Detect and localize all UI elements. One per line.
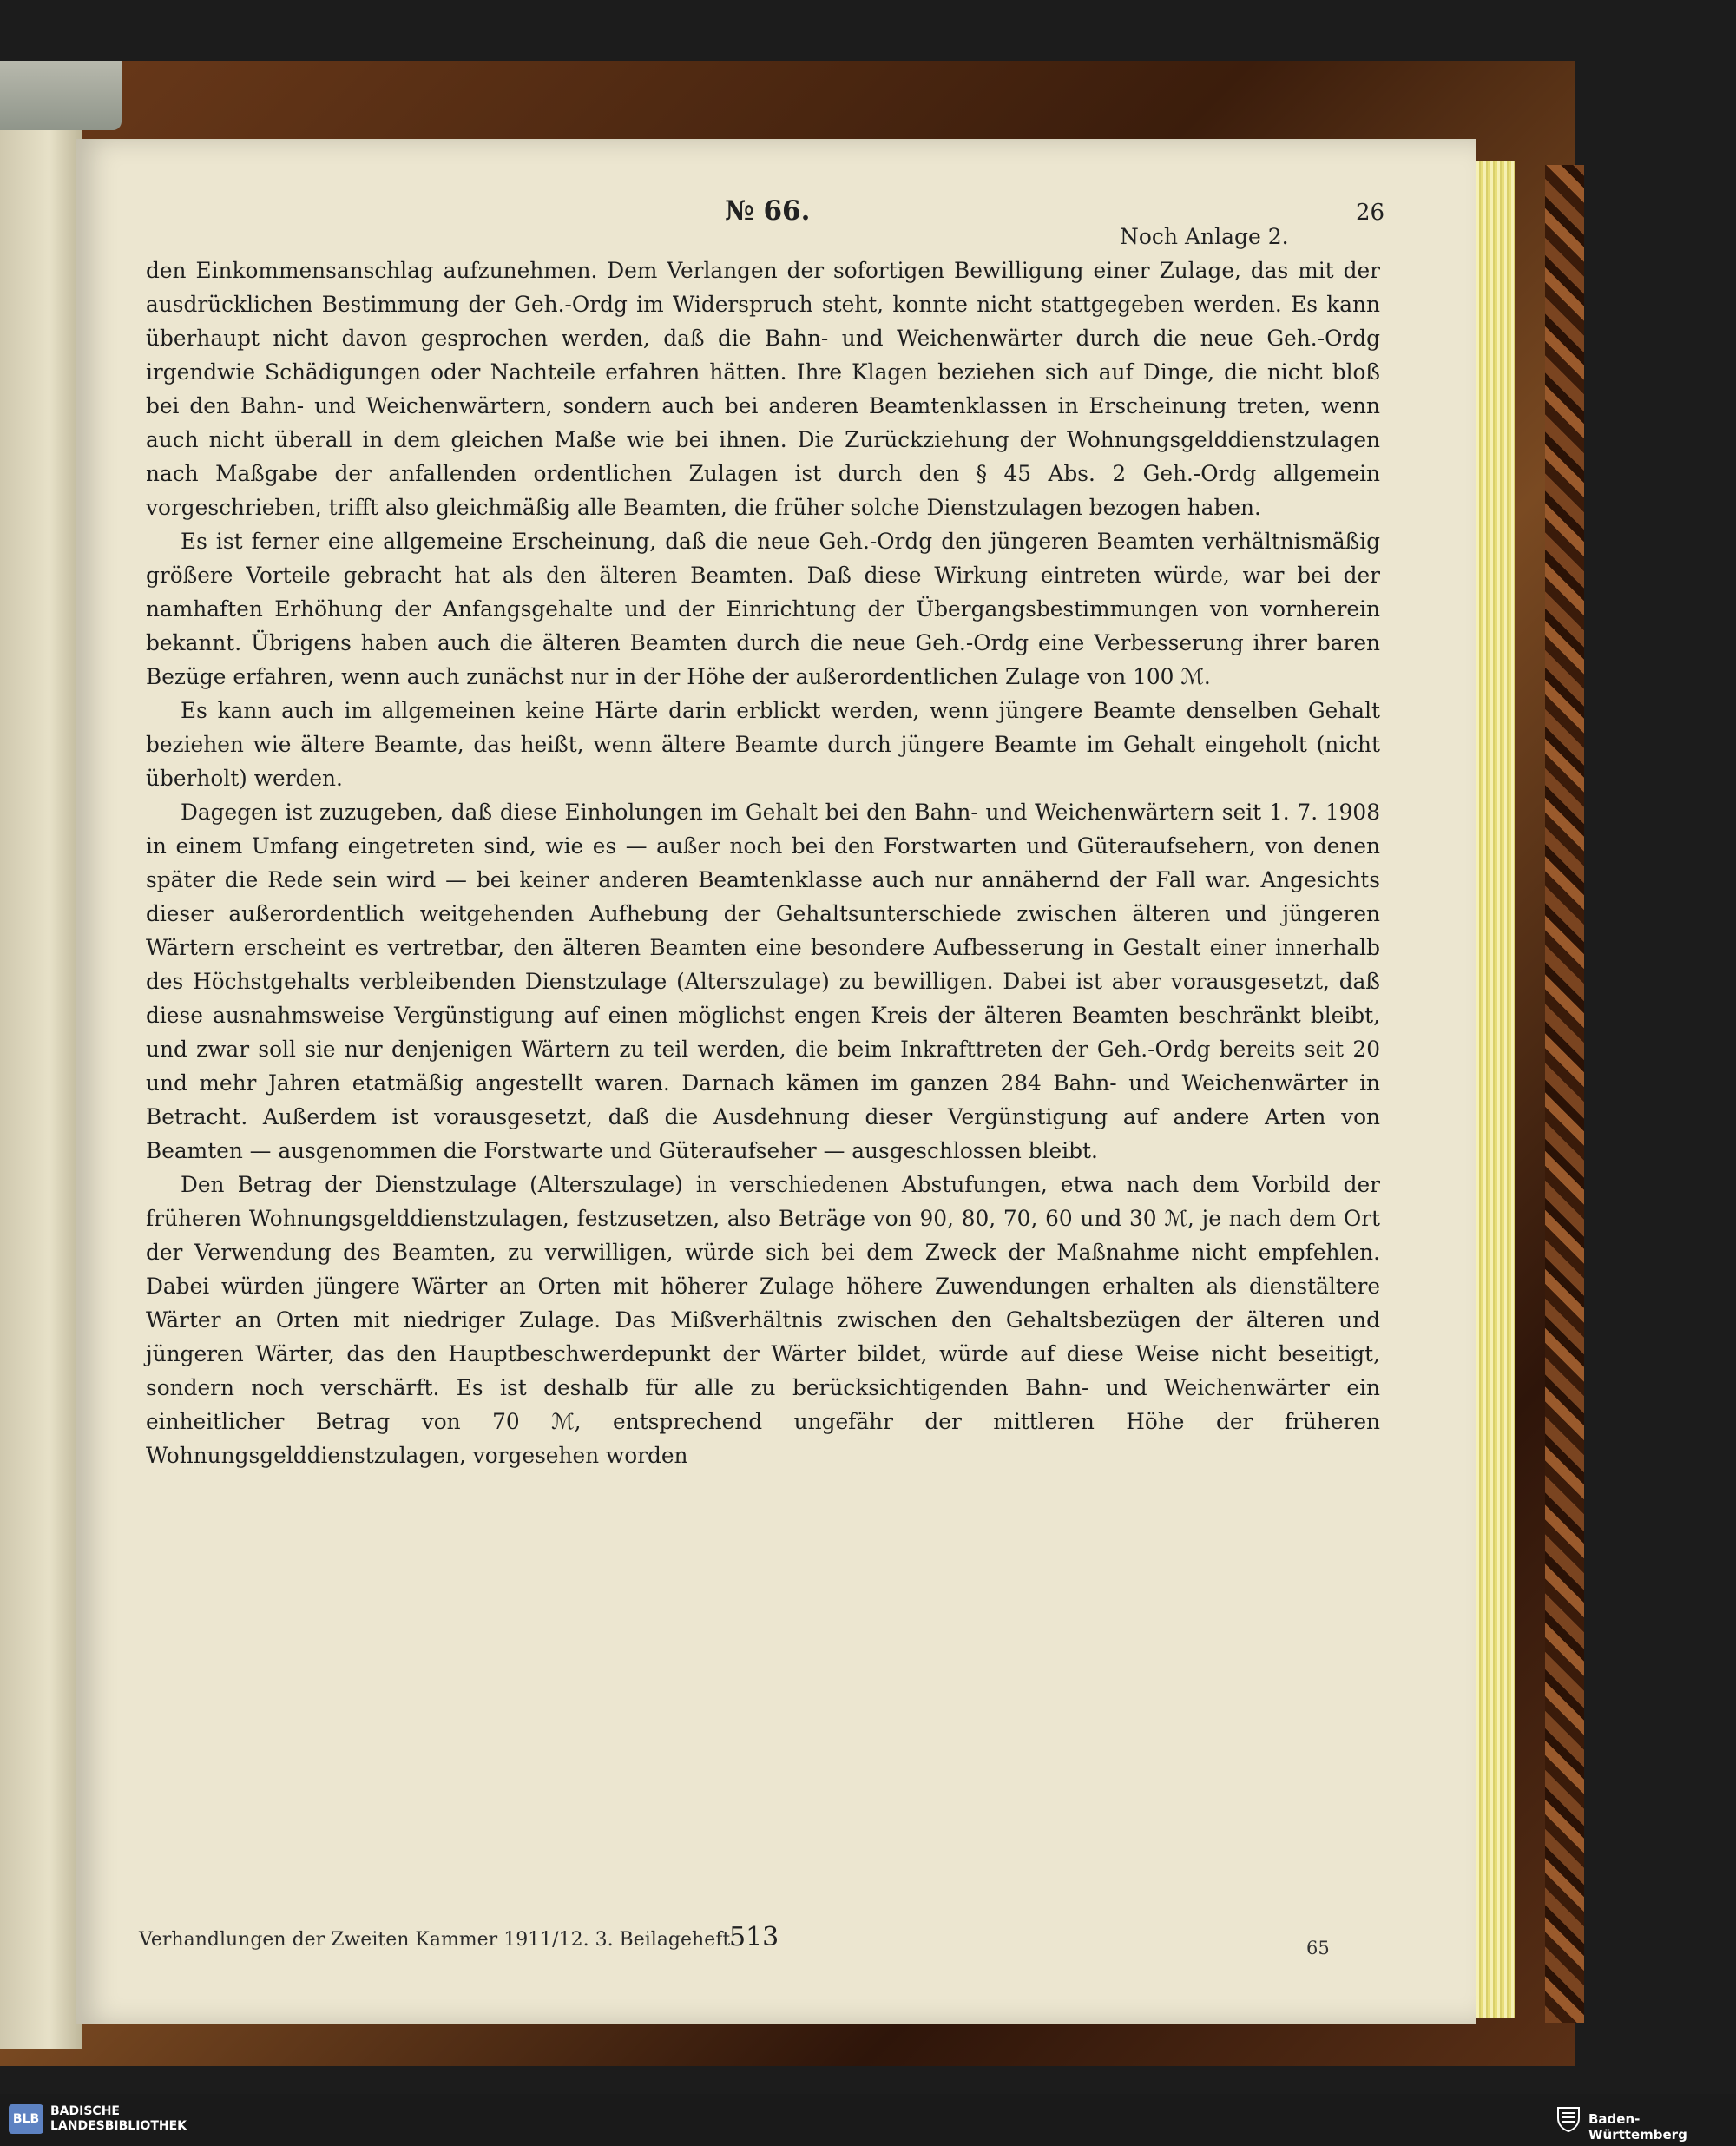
- page-number: 26: [1356, 200, 1385, 226]
- binding-corner: [0, 61, 122, 130]
- footer-sheet-number: 65: [1306, 1938, 1330, 1958]
- paragraph: Es ist ferner eine allgemeine Erscheinung, daß die neue Geh.-Ordg den jüngeren Beamten verhältnismäßig größere Vorteile gebracht hat als den älteren Beamten. Daß diese Wirkung eintreten würde, war bei der namhaften Erhöhung der Anfangsgehalte und der Einrichtung der Übergangsbestimmungen von vornherein bekannt. Übrigens haben auch die älteren Beamten durch die neue Geh.-Ordg eine Verbesserung ihrer baren Bezüge erfahren, wenn auch zunächst nur in der Höhe der außerordentlichen Zulage von 100 ℳ.: [146, 529, 1380, 689]
- coat-of-arms-icon: [1554, 2104, 1583, 2134]
- library-name[interactable]: [50, 2104, 187, 2134]
- paragraph: Dagegen ist zuzugeben, daß diese Einholungen im Gehalt bei den Bahn- und Weichenwärtern seit 1. 7. 1908 in einem Umfang eingetreten sind, wie es — außer noch bei den Forstwarten und Güteraufsehern, von denen später die Rede sein wird — bei keiner anderen Beamtenklasse auch nur annähernd der Fall war. Angesichts dieser außerordentlich weitgehenden Aufhebung der Gehaltsunterschiede zwischen älteren und jüngeren Wärtern erscheint es vertretbar, den älteren Beamten eine besondere Aufbesserung in Gestalt einer innerhalb des Höchstgehalts verbleibenden Dienstzulage (Alterszulage) zu bewilligen. Dabei ist aber vorausgesetzt, daß diese ausnahmsweise Vergünstigung auf einen möglichst engen Kreis der älteren Beamten beschränkt bleibt, und zwar soll sie nur denjenigen Wärtern zu teil werden, die beim Inkrafttreten der Geh.-Ordg bereits seit 20 und mehr Jahren etatmäßig angestellt waren. Darnach kämen im ganzen 284 Bahn- und Weichenwärter in Betracht. Außerdem ist vorausgesetzt, daß die Ausdehnung dieser Vergünstigung auf andere Arten von Beamten — ausgenommen die Forstwarte und Güteraufseher — ausgeschlossen bleibt.: [146, 800, 1380, 1163]
- footer-page-number: 513: [729, 1922, 779, 1952]
- left-page-edge: [0, 117, 82, 2049]
- footer-source: Verhandlungen der Zweiten Kammer 1911/12. 3. Beilageheft.: [139, 1929, 737, 1951]
- annex-label: Noch Anlage 2.: [1120, 224, 1289, 249]
- body-text: [146, 253, 1380, 1472]
- book-cover-edge: [1545, 165, 1584, 2023]
- document-number: № 66.: [725, 195, 811, 227]
- state-name[interactable]: Baden-Württemberg: [1588, 2111, 1687, 2143]
- paragraph: Den Betrag der Dienstzulage (Alterszulage) in verschiedenen Abstufungen, etwa nach dem Vorbild der früheren Wohnungsgelddienstzulagen, festzusetzen, also Beträge von 90, 80, 70, 60 und 30 ℳ, je nach dem Ort der Verwendung des Beamten, zu verwilligen, würde sich bei dem Zweck der Maßnahme nicht empfehlen. Dabei würden jüngere Wärter an Orten mit höherer Zulage höhere Zuwendungen erhalten als dienstältere Wärter an Orten mit niedriger Zulage. Das Mißverhältnis zwischen den Gehaltsbezügen der älteren und jüngeren Wärter, das den Hauptbeschwerdepunkt der Wärter bildet, würde auf diese Weise nicht beseitigt, sondern noch verschärft. Es ist deshalb für alle zu berücksichtigenden Bahn- und Weichenwärter ein einheitlicher Betrag von 70 ℳ, entsprechend ungefähr der mittleren Höhe der früheren Wohnungsgelddienstzulagen, vorgesehen worden: [146, 1172, 1380, 1468]
- paragraph: Es kann auch im allgemeinen keine Härte darin erblickt werden, wenn jüngere Beamte denselben Gehalt beziehen wie ältere Beamte, das heißt, wenn ältere Beamte durch jüngere Beamte im Gehalt eingeholt (nicht überholt) werden.: [146, 698, 1380, 791]
- viewer-footer-bar: [0, 2094, 1736, 2146]
- blb-logo-icon[interactable]: BLB: [9, 2104, 43, 2134]
- paragraph: den Einkommensanschlag aufzunehmen. Dem Verlangen der sofortigen Bewilligung einer Zulage, das mit der ausdrücklichen Bestimmung der Geh.-Ordg im Widerspruch steht, konnte nicht stattgegeben werden. Es kann überhaupt nicht davon gesprochen werden, daß die Bahn- und Weichenwärter durch die neue Geh.-Ordg irgendwie Schädigungen oder Nachteile erfahren hätten. Ihre Klagen beziehen sich auf Dinge, die nicht bloß bei den Bahn- und Weichenwärtern, sondern auch bei anderen Beamtenklassen in Erscheinung treten, wenn auch nicht überall in dem gleichen Maße wie bei ihnen. Die Zurückziehung der Wohnungsgelddienstzulagen nach Maßgabe der anfallenden ordentlichen Zulagen ist durch den § 45 Abs. 2 Geh.-Ordg allgemein vorgeschrieben, trifft also gleichmäßig alle Beamten, die früher solche Dienstzulagen bezogen haben.: [146, 258, 1380, 520]
- library-name-line2: LANDESBIBLIOTHEK: [50, 2119, 187, 2133]
- library-name-line1: BADISCHE: [50, 2104, 120, 2118]
